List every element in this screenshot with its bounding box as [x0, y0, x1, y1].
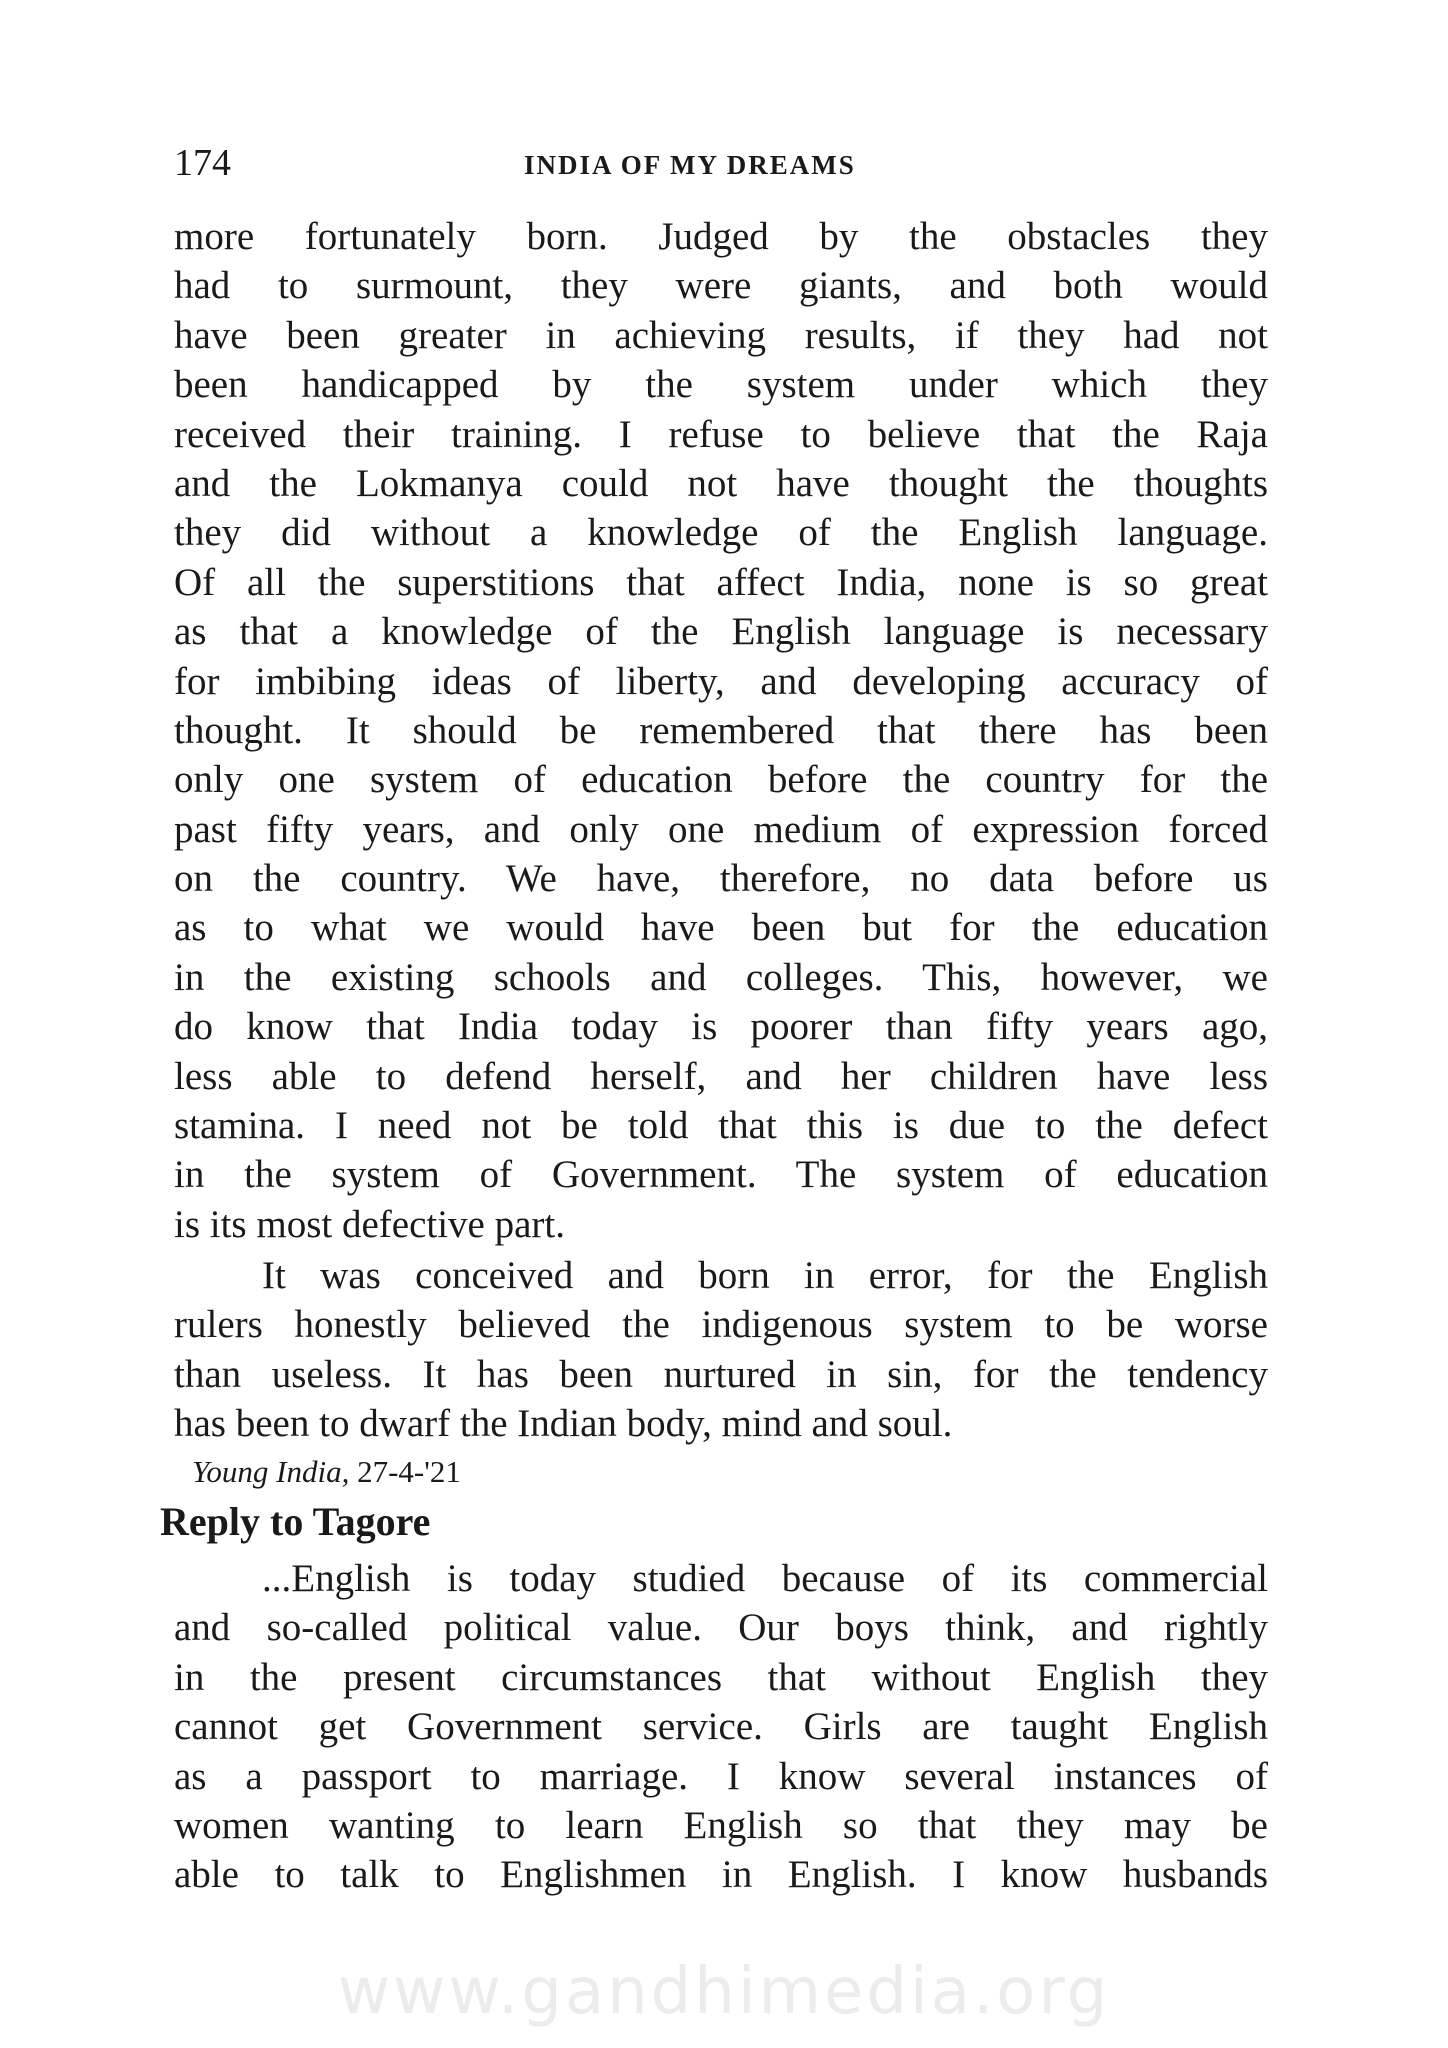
text-line: and so-called political value. Our boys think, and rightly: [174, 1606, 1268, 1650]
text-line: Of all the superstitions that affect India, none is so great: [174, 560, 1268, 604]
text-line: thought. It should be remembered that there has been: [174, 708, 1268, 752]
running-head: INDIA OF MY DREAMS: [524, 150, 856, 180]
page-number: 174: [174, 142, 231, 184]
text-line: than useless. It has been nurtured in sin, for the tendency: [174, 1352, 1268, 1396]
citation: [192, 1450, 461, 1494]
text-line: women wanting to learn English so that they may be: [174, 1803, 1268, 1847]
citation-date: 27-4-'21: [357, 1454, 461, 1489]
text-line: had to surmount, they were giants, and both would: [174, 264, 1268, 308]
paragraph-3: [174, 1554, 1268, 1900]
text-line: less able to defend herself, and her children have less: [174, 1054, 1268, 1098]
text-line: they did without a knowledge of the English language.: [174, 511, 1268, 555]
text-line: in the existing schools and colleges. This, however, we: [174, 955, 1268, 999]
text-line: been handicapped by the system under which they: [174, 363, 1268, 407]
text-line: more fortunately born. Judged by the obstacles they: [174, 215, 1268, 258]
text-line: received their training. I refuse to believe that the Raja: [174, 412, 1268, 456]
paragraph-2: [174, 1251, 1268, 1449]
text-line: do know that India today is poorer than fifty years ago,: [174, 1005, 1268, 1049]
text-line: rulers honestly believed the indigenous system to be worse: [174, 1303, 1268, 1347]
text-line: as that a knowledge of the English language is necessary: [174, 610, 1268, 654]
text-line: able to talk to Englishmen in English. I know husbands: [174, 1853, 1268, 1897]
watermark: www.gandhimedia.org: [337, 1955, 1111, 2029]
text-line: as to what we would have been but for the education: [174, 906, 1268, 950]
text-line: past fifty years, and only one medium of expression forced: [174, 807, 1268, 851]
paragraph-1: [174, 212, 1268, 1249]
text-line: on the country. We have, therefore, no data before us: [174, 857, 1268, 901]
text-line: cannot get Government service. Girls are taught English: [174, 1705, 1268, 1749]
text-line: for imbibing ideas of liberty, and developing accuracy of: [174, 659, 1268, 703]
citation-source: Young India,: [192, 1454, 350, 1489]
text-line: in the system of Government. The system of education: [174, 1153, 1268, 1197]
text-line: has been to dwarf the Indian body, mind and soul.: [174, 1402, 953, 1446]
text-line: only one system of education before the country for the: [174, 758, 1268, 802]
text-line: is its most defective part.: [174, 1202, 565, 1246]
text-line: as a passport to marriage. I know several instances of: [174, 1754, 1268, 1798]
text-line: stamina. I need not be told that this is due to the defect: [174, 1104, 1268, 1148]
text-line: ...English is today studied because of its commercial: [262, 1557, 1268, 1600]
text-line: and the Lokmanya could not have thought the thoughts: [174, 461, 1268, 505]
text-line: It was conceived and born in error, for the English: [262, 1254, 1268, 1297]
section-heading: Reply to Tagore: [160, 1499, 431, 1544]
text-line: have been greater in achieving results, if they had not: [174, 313, 1268, 357]
page-header: [174, 138, 1274, 188]
text-line: in the present circumstances that without English they: [174, 1655, 1268, 1699]
